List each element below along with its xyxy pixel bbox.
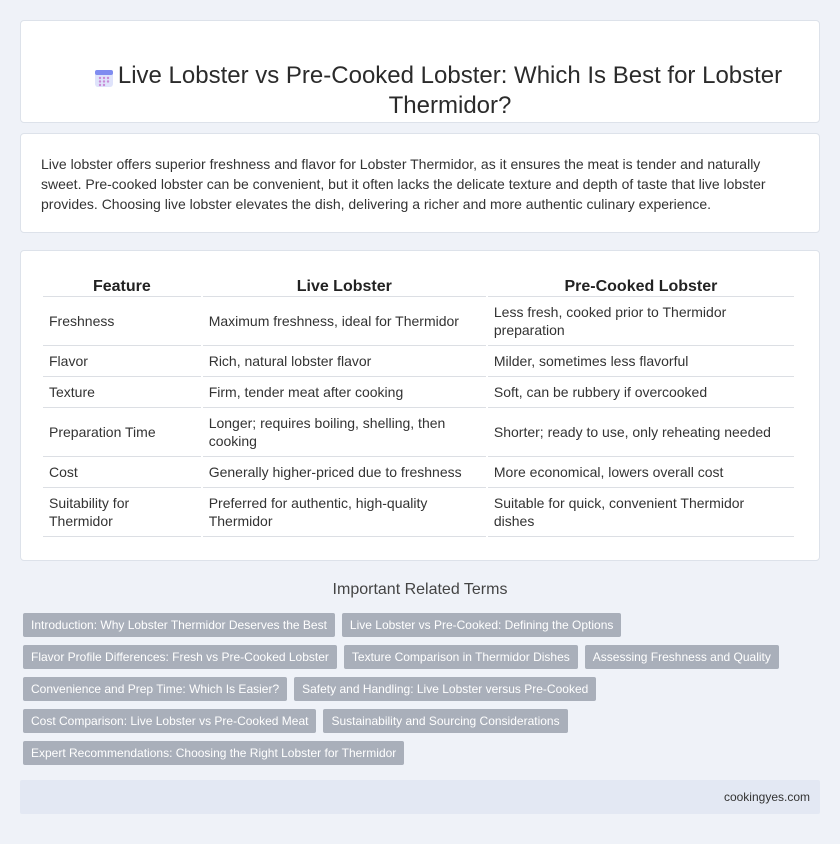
title-card — [20, 20, 820, 123]
table-cell-pre-cooked: Suitable for quick, convenient Thermidor dishes — [488, 488, 794, 537]
related-term-tag[interactable]: Introduction: Why Lobster Thermidor Deserves the Best — [23, 613, 335, 637]
footer-site-link[interactable]: cookingyes.com — [723, 790, 810, 804]
related-term-tag[interactable]: Expert Recommendations: Choosing the Right Lobster for Thermidor — [23, 741, 404, 765]
table-cell-live: Generally higher-priced due to freshness — [203, 457, 486, 488]
table-cell-pre-cooked: Shorter; ready to use, only reheating needed — [488, 408, 794, 457]
table-row — [43, 488, 794, 537]
header-pre-cooked-lobster: Pre-Cooked Lobster — [488, 273, 794, 297]
related-term-tag[interactable]: Flavor Profile Differences: Fresh vs Pre-Cooked Lobster — [23, 645, 337, 669]
table-cell-pre-cooked: Milder, sometimes less flavorful — [488, 346, 794, 377]
page-title: Live Lobster vs Pre-Cooked Lobster: Which Is Best for Lobster Thermidor? — [117, 62, 783, 119]
related-term-tag[interactable]: Convenience and Prep Time: Which Is Easier? — [23, 677, 287, 701]
intro-paragraph: Live lobster offers superior freshness and flavor for Lobster Thermidor, as it ensures the meat is tender and naturally sweet. Pre-cooked lobster can be convenient, but it often lacks the delicate texture and depth of taste that live lobster provides. Choosing live lobster elevates the dish, delivering a richer and more authentic culinary experience. — [41, 156, 766, 212]
table-cell-feature: Freshness — [43, 297, 201, 346]
related-term-tag[interactable]: Assessing Freshness and Quality — [585, 645, 779, 669]
comparison-table — [41, 273, 796, 537]
table-cell-feature: Flavor — [43, 346, 201, 377]
table-cell-pre-cooked: Less fresh, cooked prior to Thermidor preparation — [488, 297, 794, 346]
table-cell-live: Rich, natural lobster flavor — [203, 346, 486, 377]
table-cell-live: Maximum freshness, ideal for Thermidor — [203, 297, 486, 346]
table-cell-live: Preferred for authentic, high-quality Thermidor — [203, 488, 486, 537]
comparison-table-card — [20, 250, 820, 561]
footer — [20, 780, 820, 814]
table-cell-live: Firm, tender meat after cooking — [203, 377, 486, 408]
table-cell-live: Longer; requires boiling, shelling, then cooking — [203, 408, 486, 457]
header-live-lobster: Live Lobster — [203, 273, 486, 297]
table-cell-feature: Texture — [43, 377, 201, 408]
intro-card — [20, 133, 820, 233]
table-header-row — [43, 273, 794, 297]
related-term-tag[interactable]: Safety and Handling: Live Lobster versus Pre-Cooked — [294, 677, 596, 701]
related-term-tag[interactable]: Sustainability and Sourcing Considerations — [323, 709, 567, 733]
header-feature: Feature — [43, 273, 201, 297]
related-term-tag[interactable]: Texture Comparison in Thermidor Dishes — [344, 645, 578, 669]
related-term-tag[interactable]: Cost Comparison: Live Lobster vs Pre-Cooked Meat — [23, 709, 316, 733]
related-terms-list — [23, 613, 823, 773]
related-terms-title: Important Related Terms — [332, 581, 508, 598]
table-cell-pre-cooked: More economical, lowers overall cost — [488, 457, 794, 488]
table-row — [43, 346, 794, 377]
table-row — [43, 408, 794, 457]
table-cell-feature: Cost — [43, 457, 201, 488]
related-term-tag[interactable]: Live Lobster vs Pre-Cooked: Defining the Options — [342, 613, 621, 637]
table-row — [43, 457, 794, 488]
table-row — [43, 297, 794, 346]
table-cell-feature: Suitability for Thermidor — [43, 488, 201, 537]
table-cell-pre-cooked: Soft, can be rubbery if overcooked — [488, 377, 794, 408]
table-row — [43, 377, 794, 408]
table-cell-feature: Preparation Time — [43, 408, 201, 457]
